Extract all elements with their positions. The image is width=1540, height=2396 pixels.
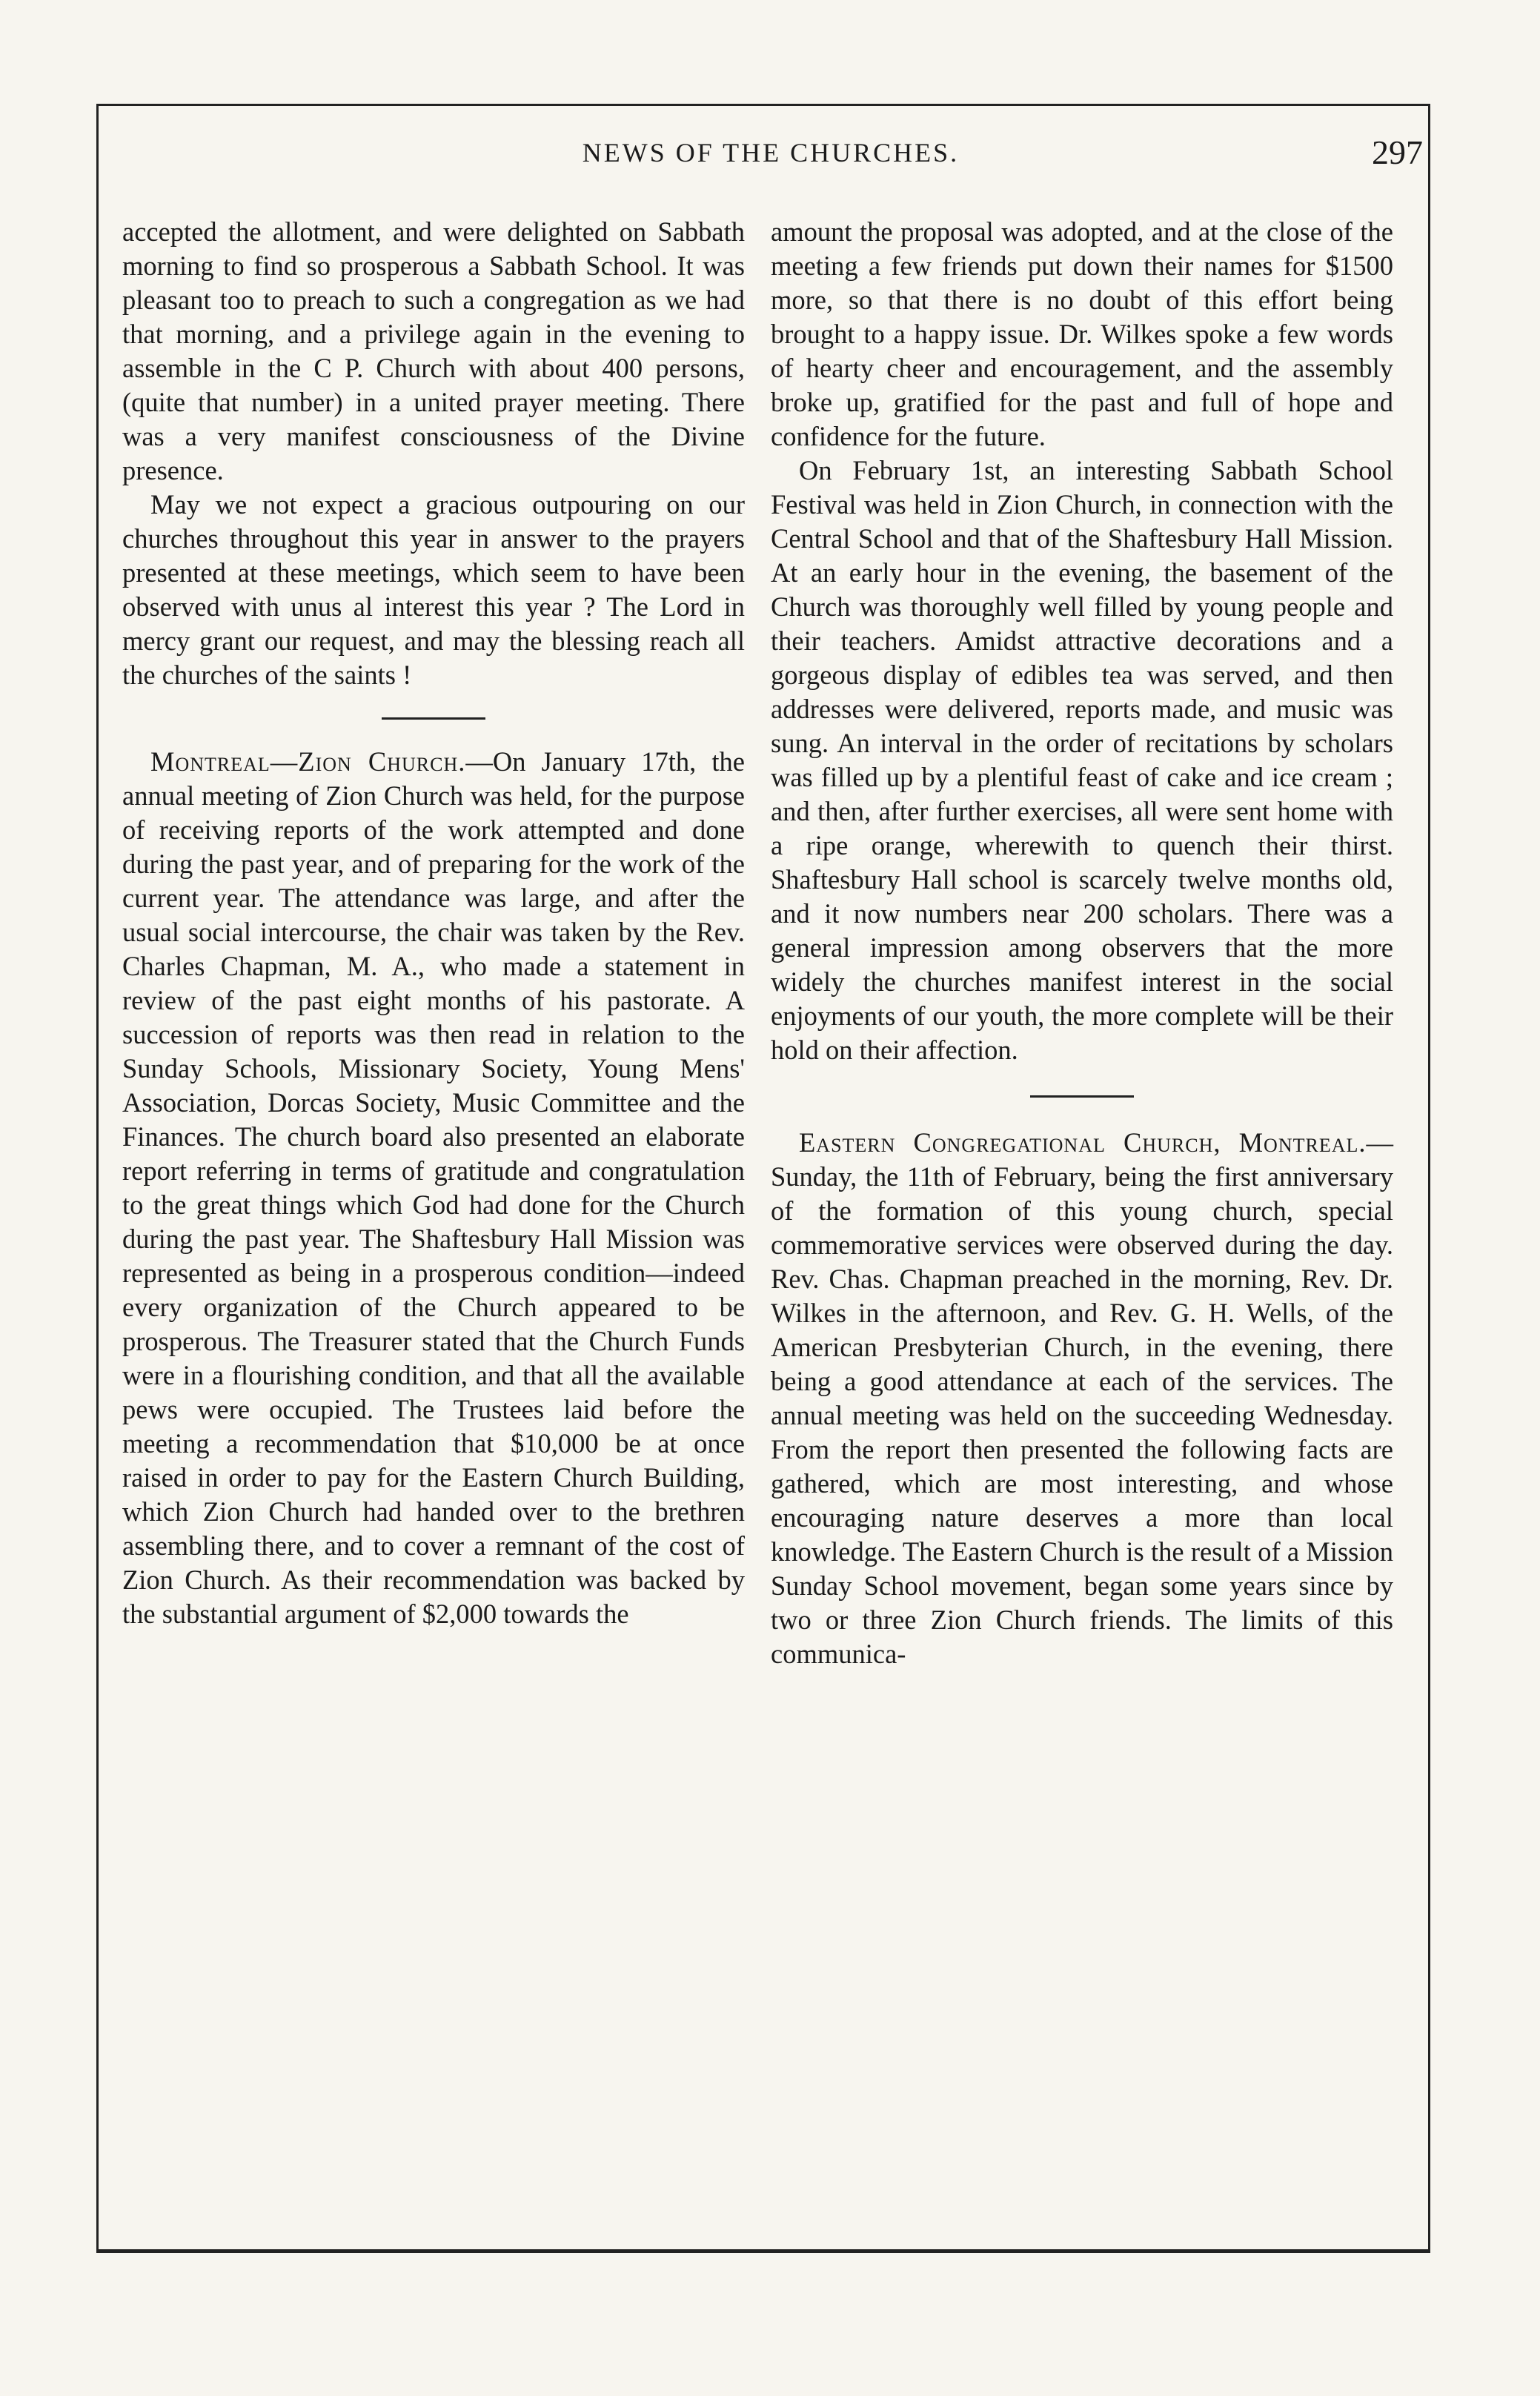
section-divider [382, 717, 485, 720]
section-divider [1030, 1095, 1134, 1098]
right-column [771, 215, 1393, 1671]
paragraph: On February 1st, an interesting Sabbath School Festival was held in Zion Church, in connection with the Central School and that of the Shaftesbury Hall Mission. At an early hour in the evening, the basement of the Church was thoroughly well filled by young people and their teachers. Amidst attractive decorations and a gorgeous display of edibles tea was served, and then addresses were delivered, reports made, and music was sung. An interval in the order of recitations by scholars was filled up by a plentiful feast of cake and ice cream ; and then, after further exercises, all were sent home with a ripe orange, wherewith to quench their thirst. Shaftesbury Hall school is scarcely twelve months old, and it now numbers near 200 scholars. There was a general impression among observers that the more widely the churches manifest interest in the social enjoyments of our youth, the more complete will be their hold on their affection. [771, 455, 1393, 1065]
page-number: 297 [1372, 133, 1423, 171]
article-eastern-church [771, 1126, 1393, 1671]
page-header [119, 133, 1423, 182]
paragraph: accepted the allotment, and were delighted on Sabbath morning to find so prosperous a Sabbath School. It was pleasant too to preach to such a congregation as we had that morning, and a privilege again in the evening to assemble in the C P. Church with about 400 persons, (quite that number) in a united prayer meeting. There was a very manifest consciousness of the Divine presence. [122, 216, 745, 485]
paragraph: —Sunday, the 11th of February, being the first anniversary of the formation of this young church, special commemorative services were observed during the day. Rev. Chas. Chapman preached in the morning, Rev. Dr. Wilkes in the afternoon, and Rev. G. H. Wells, of the American Presbyterian Church, in the evening, there being a good attendance at each of the services. The annual meeting was held on the succeeding Wednesday. From the report then presented the following facts are gathered, which are most interesting, and whose encouraging nature deserves a more than local knowledge. The Eastern Church is the result of a Mission Sunday School movement, began some years since by two or three Zion Church friends. The limits of this communica- [771, 1127, 1393, 1669]
section-heading: Eastern Congregational Church, Montreal. [799, 1127, 1367, 1158]
paragraph: amount the proposal was adopted, and at the close of the meeting a few friends put down their names for $1500 more, so that there is no doubt of this effort being brought to a happy issue. Dr. Wilkes spoke a few words of hearty cheer and encouragement, and the assembly broke up, gratified for the past and full of hope and confidence for the future. [771, 216, 1393, 451]
paragraph: May we not expect a gracious outpouring on our churches throughout this year in answer to the prayers presented at these meetings, which seem to have been observed with unus al interest this year ? The Lord in mercy grant our request, and may the blessing reach all the churches of the saints ! [122, 489, 745, 690]
paragraph: —On January 17th, the annual meeting of Zion Church was held, for the purpose of receiving reports of the work attempted and done during the past year, and of preparing for the work of the current year. The attendance was large, and after the usual social intercourse, the chair was taken by the Rev. Charles Chapman, M. A., who made a statement in review of the past eight months of his pastorate. A succession of reports was then read in relation to the Sunday Schools, Missionary Society, Young Mens' Association, Dorcas Society, Music Committee and the Finances. The church board also presented an elaborate report referring in terms of gratitude and congratulation to the great things which God had done for the Church during the past year. The Shaftesbury Hall Mission was represented as being in a prosperous condition—indeed every organization of the Church appeared to be prosperous. The Treasurer stated that the Church Funds were in a flourishing condition, and that all the available pews were occupied. The Trustees laid before the meeting a recommendation that $10,000 be at once raised in order to pay for the Eastern Church Building, which Zion Church had handed over to the brethren assembling there, and to cover a remnant of the cost of Zion Church. As their recommendation was backed by the substantial argument of $2,000 towards the [122, 746, 745, 1629]
running-title: NEWS OF THE CHURCHES. [582, 138, 960, 167]
article-zion-church [122, 745, 745, 1631]
section-heading: Montreal—Zion Church. [150, 746, 466, 777]
left-column [122, 215, 745, 1631]
